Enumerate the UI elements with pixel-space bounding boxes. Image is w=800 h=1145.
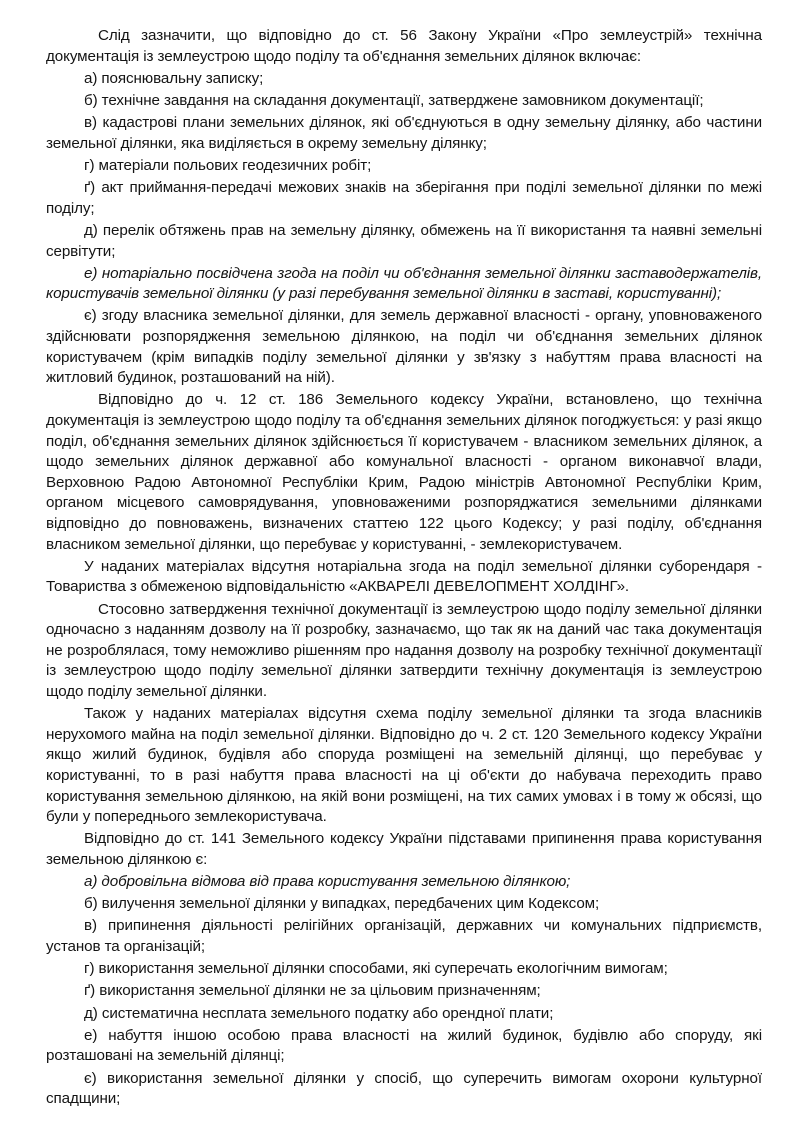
list-item-ye2: є) використання земельної ділянки у спосіб, що суперечить вимогам охорони культурної спадщини; bbox=[46, 1069, 762, 1108]
list-item-b2: б) вилучення земельної ділянки у випадках, передбачених цим Кодексом; bbox=[84, 895, 600, 913]
list-item-a: а) пояснювальну записку; bbox=[84, 69, 264, 87]
list-item-d: д) перелік обтяжень прав на земельну ділянку, обмежень на її використання та наявні земельні сервітути; bbox=[46, 221, 762, 260]
list-item-a-italic: а) добровільна відмова від права користування земельною ділянкою; bbox=[84, 873, 571, 891]
list-item-b: б) технічне завдання на складання документації, затверджене замовником документації; bbox=[84, 91, 704, 109]
list-item-v2: в) припинення діяльності релігійних організацій, державних чи комунальних підприємств, установ та організацій; bbox=[46, 917, 762, 956]
list-item-e-italic: е) нотаріально посвідчена згода на поділ чи об'єднання земельної ділянки заставодержателів, користувачів земельної ділянки (у разі перебування земельної ділянки в заставі, користуванні); bbox=[46, 264, 762, 303]
paragraph-missing-consent: У наданих матеріалах відсутня нотаріальна згода на поділ земельної ділянки суборендаря - Товариства з обмеженою відповідальністю «АКВАРЕЛІ ДЕВЕЛОПМЕНТ ХОЛДІНГ». bbox=[46, 557, 762, 596]
list-item-ye: є) згоду власника земельної ділянки, для земель державної власності - органу, уповноваженого здійснювати розпорядження земельною ділянкою, на поділ чи об'єднання земельних ділянок користувачем (крім випадків поділу земельної ділянки у зв'язку з набуттям права власності на житловий будинок, розташований на ній). bbox=[46, 307, 762, 387]
paragraph-article-120: Також у наданих матеріалах відсутня схема поділу земельної ділянки та згода власників нерухомого майна на поділ земельної ділянки. Відповідно до ч. 2 ст. 120 Земельного кодексу України якщо жилий будинок, будівля або споруда розміщені на земельній ділянці, що перебуває у користуванні, то в разі набуття права власності на ці об'єкти до набувача переходить право користування земельною ділянкою, на якій вони розміщені, на тих самих умовах і в тому ж обсязі, що були у попереднього землекористувача. bbox=[46, 705, 762, 826]
paragraph-approval: Стосовно затвердження технічної документації із землеустрою щодо поділу земельної ділянки одночасно з наданням дозволу на її розробку, зазначаємо, що так як на даний час така документація не розроблялася, тому неможливо рішенням про надання дозволу на розробку технічної документації із землеустрою щодо поділу земельної ділянки затвердити технічну документація із землеустрою щодо поділу земельної ділянки. bbox=[46, 600, 762, 700]
list-item-e2: е) набуття іншою особою права власності на жилий будинок, будівлю або споруду, які розташовані на земельній ділянці; bbox=[46, 1026, 762, 1065]
list-item-d2: д) систематична несплата земельного податку або орендної плати; bbox=[84, 1004, 554, 1022]
list-item-v: в) кадастрові плани земельних ділянок, які об'єднуються в одну земельну ділянку, або частини земельної ділянки, яка виділяється в окрему земельну ділянку; bbox=[46, 114, 762, 152]
list-item-h: г) матеріали польових геодезичних робіт; bbox=[84, 156, 372, 174]
list-item-h2: г) використання земельної ділянки способами, які суперечать екологічним вимогам; bbox=[84, 960, 668, 978]
paragraph-article-186: Відповідно до ч. 12 ст. 186 Земельного кодексу України, встановлено, що технічна документація із землеустрою щодо поділу та об'єднання земельних ділянок погоджується: у разі якщо поділ, об'єднання земельних ділянок здійснюється її користувачем - власником земельних ділянок, а щодо земельних ділянок державної або комунальної власності - органом виконавчої влади, Верховною Радою Автономної Республіки Крим, Радою міністрів Автономної Республіки Крим, органом місцевого самоврядування, уповноваженими розпоряджатися земельними ділянками відповідно до повноважень, визначених статтею 122 цього Кодексу; у разі поділу, об'єднання власником земельної ділянки, що перебуває у користуванні, - землекористувачем. bbox=[46, 391, 762, 553]
list-item-g: ґ) акт приймання-передачі межових знаків на зберігання при поділі земельної ділянки по межі поділу; bbox=[46, 179, 762, 217]
paragraph-article-141: Відповідно до ст. 141 Земельного кодексу України підставами припинення права користування земельною ділянкою є: bbox=[46, 830, 762, 868]
paragraph-documentation-contents: Слід зазначити, що відповідно до ст. 56 Закону України «Про землеустрій» технічна документація із землеустрою щодо поділу та об'єднання земельних ділянок включає: bbox=[46, 27, 762, 65]
list-item-g2: ґ) використання земельної ділянки не за цільовим призначенням; bbox=[84, 982, 541, 1000]
